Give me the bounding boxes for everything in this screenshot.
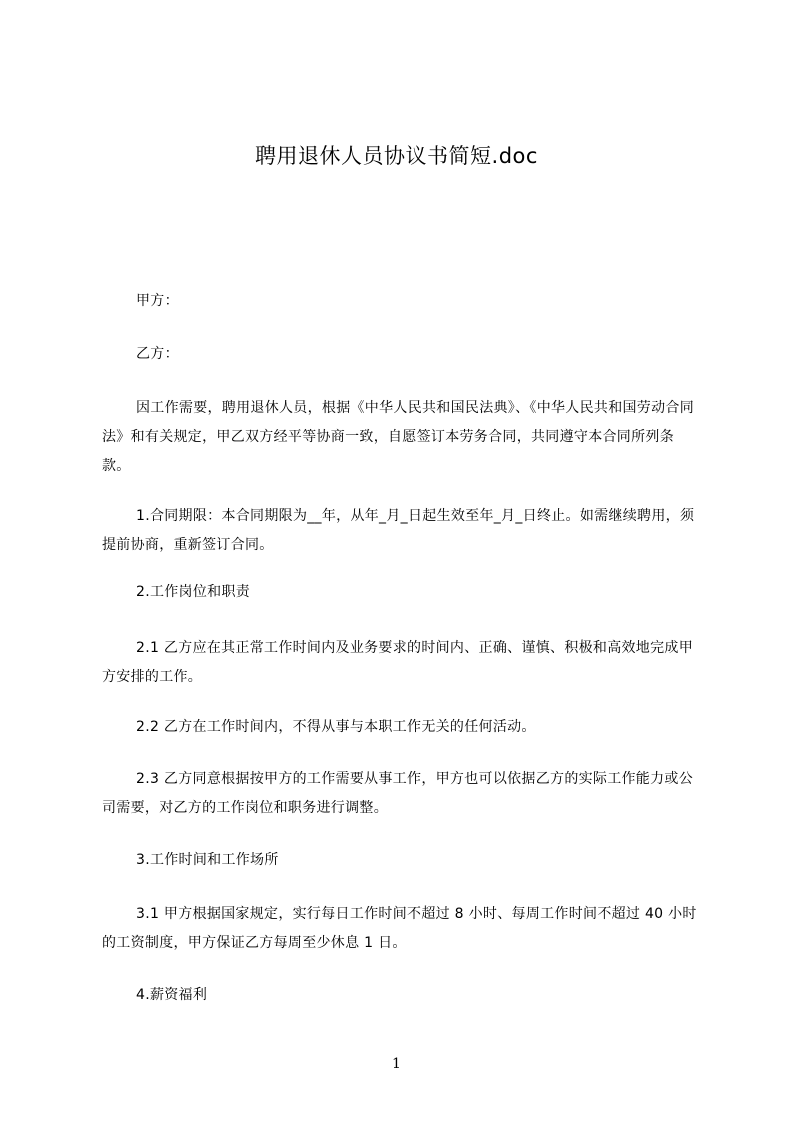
clause-3-1-paragraph: 3.1 甲方根据国家规定，实行每日工作时间不超过 8 小时、每周工作时间不超过 40 小时的工资制度，甲方保证乙方每周至少休息 1 日。 (102, 906, 697, 951)
intro-paragraph: 因工作需要，聘用退休人员，根据《中华人民共和国民法典》、《中华人民共和国劳动合同法》和有关规定，甲乙双方经平等协商一致，自愿签订本劳务合同，共同遵守本合同所列条款。 (102, 400, 694, 474)
section-4-heading: 4.薪资福利 (136, 987, 208, 1003)
clause-2-1-paragraph: 2.1 乙方应在其正常工作时间内及业务要求的时间内、正确、谨慎、积极和高效地完成甲方安排的工作。 (102, 640, 694, 685)
clause-1-paragraph: 1.合同期限：本合同期限为__年，从年_月_日起生效至年_月_日终止。如需继续聘用，须提前协商，重新签订合同。 (102, 508, 695, 553)
clause-2-2-paragraph: 2.2 乙方在工作时间内，不得从事与本职工作无关的任何活动。 (136, 719, 536, 735)
party-b-line: 乙方： (136, 346, 179, 362)
party-a-line: 甲方： (136, 293, 179, 309)
section-3-heading: 3.工作时间和工作场所 (136, 852, 279, 868)
page-number: 1 (392, 1056, 401, 1072)
document-title: 聘用退休人员协议书简短.doc (255, 144, 538, 168)
clause-2-3-paragraph: 2.3 乙方同意根据按甲方的工作需要从事工作，甲方也可以依据乙方的实际工作能力或公司需要，对乙方的工作岗位和职务进行调整。 (102, 771, 694, 816)
section-2-heading: 2.工作岗位和职责 (136, 584, 251, 600)
